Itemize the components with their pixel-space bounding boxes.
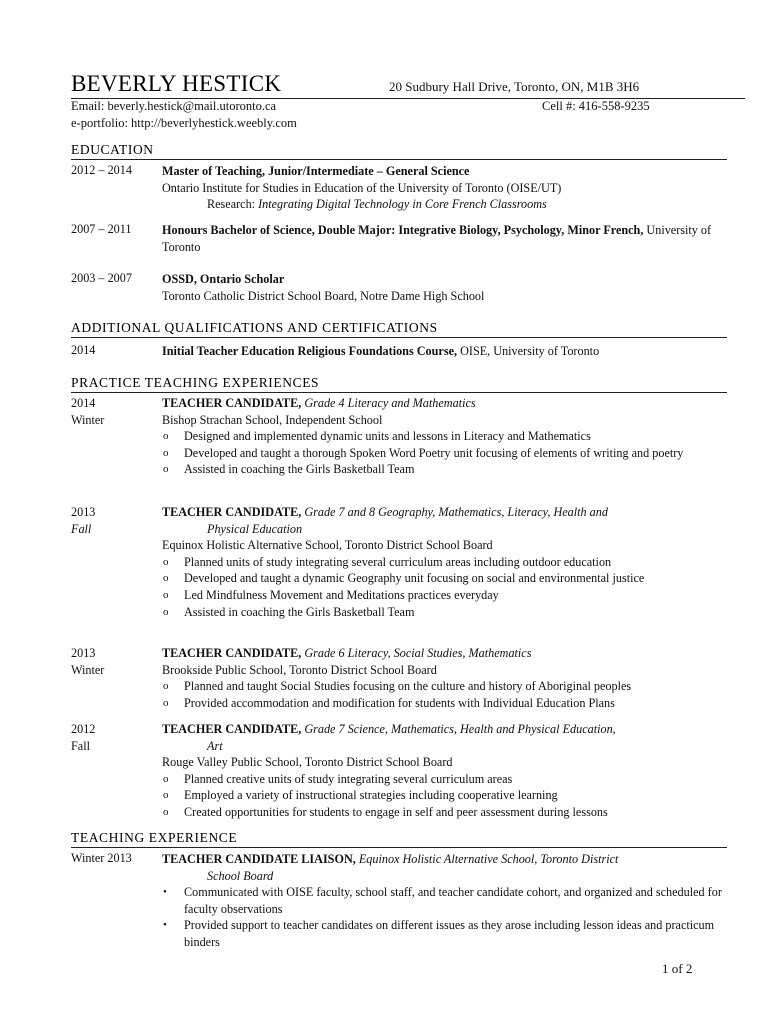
bullet-text: Designed and implemented dynamic units and lessons in Literacy and Mathematics: [184, 429, 591, 444]
bullet-icon: o: [163, 588, 169, 601]
bullet-text: Planned and taught Social Studies focusing on the culture and history of Aboriginal peoples: [184, 679, 632, 694]
practice-role: TEACHER CANDIDATE,: [162, 646, 302, 660]
cell-phone: Cell #: 416-558-9235: [542, 99, 650, 113]
practice-entry-4: [162, 721, 722, 821]
practice-subjects: Grade 4 Literacy and Mathematics: [304, 396, 476, 410]
practice-year: 2014: [71, 396, 96, 410]
bullet-text: Created opportunities for students to engage in self and peer assessment during lessons: [184, 804, 608, 819]
email: Email: beverly.hestick@mail.utoronto.ca: [71, 99, 277, 113]
degree-title: Honours Bachelor of Science, Double Major: Integrative Biology, Psychology, Minor French,: [162, 223, 644, 237]
bullet-item: [162, 428, 722, 445]
teaching-bullets: [162, 884, 722, 950]
institution: University of Toronto: [162, 223, 712, 254]
practice-role-line: [162, 645, 722, 662]
teaching-role-line: [162, 851, 722, 868]
practice-entry-2: [162, 504, 722, 620]
bullet-text: Communicated with OISE faculty, school staff, and teacher candidate cohort, and organized and scheduled for faculty observations: [184, 885, 722, 916]
practice-subjects: Grade 7 and 8 Geography, Mathematics, Literacy, Health and: [304, 505, 608, 519]
practice-school: Bishop Strachan School, Independent School: [162, 412, 383, 427]
bullet-icon: •: [163, 919, 167, 932]
bullet-item: [162, 917, 722, 950]
bullet-icon: o: [163, 463, 169, 476]
bullet-icon: o: [163, 805, 169, 818]
practice-subjects: Grade 7 Science, Mathematics, Health and Physical Education,: [304, 722, 616, 736]
portfolio-link: e-portfolio: http://beverlyhestick.weebly.com: [71, 116, 297, 130]
bullet-icon: o: [163, 446, 169, 459]
practice-subjects-cont: Art: [207, 738, 223, 753]
bullet-icon: o: [163, 605, 169, 618]
qualification-entry: [162, 343, 722, 360]
degree-title: OSSD, Ontario Scholar: [162, 272, 285, 286]
institution: Toronto Catholic District School Board, Notre Dame High School: [162, 288, 485, 303]
teaching-entry: [162, 851, 722, 951]
practice-school: Rouge Valley Public School, Toronto District School Board: [162, 755, 453, 770]
practice-date-3: [71, 645, 104, 678]
practice-term: Winter: [71, 662, 105, 677]
practice-role-line: [162, 395, 722, 412]
bullet-item: [162, 554, 722, 571]
practice-term: Fall: [71, 521, 92, 536]
bullet-text: Assisted in coaching the Girls Basketball Team: [184, 462, 415, 477]
teaching-date: Winter 2013: [71, 851, 132, 865]
bullet-item: [162, 570, 722, 587]
practice-bullets: [162, 428, 722, 478]
bullet-text: Assisted in coaching the Girls Basketball Team: [184, 604, 415, 619]
practice-date-1: [71, 395, 104, 428]
practice-role-line: [162, 721, 722, 738]
bullet-item: [162, 695, 722, 712]
practice-year: 2013: [71, 646, 96, 660]
teaching-org-cont: School Board: [207, 868, 274, 883]
bullet-text: Developed and taught a thorough Spoken Word Poetry unit focusing of elements of writing and poetry: [184, 445, 684, 460]
bullet-icon: o: [163, 772, 169, 785]
bullet-item: [162, 604, 722, 621]
research-line: [162, 196, 722, 213]
bullet-text: Developed and taught a dynamic Geography unit focusing on social and environmental justice: [184, 571, 645, 586]
research-label: Research:: [207, 197, 256, 212]
bullet-item: [162, 787, 722, 804]
section-heading-practice: PRACTICE TEACHING EXPERIENCES: [71, 375, 727, 393]
practice-bullets: [162, 554, 722, 620]
qualification-date: 2014: [71, 343, 96, 357]
bullet-icon: o: [163, 696, 169, 709]
qualification-title: Initial Teacher Education Religious Foundations Course,: [162, 344, 458, 358]
bullet-text: Planned units of study integrating several curriculum areas including outdoor education: [184, 554, 612, 569]
practice-role: TEACHER CANDIDATE,: [162, 505, 302, 519]
teaching-org: Equinox Holistic Alternative School, Toronto District: [358, 852, 619, 866]
bullet-text: Planned creative units of study integrating several curriculum areas: [184, 771, 513, 786]
bullet-icon: o: [163, 789, 169, 802]
practice-role-line: [162, 504, 722, 521]
section-heading-teaching: TEACHING EXPERIENCE: [71, 830, 727, 848]
bullet-item: [162, 884, 722, 917]
page-number: 1 of 2: [662, 961, 693, 976]
research-topic: Integrating Digital Technology in Core French Classrooms: [258, 197, 547, 212]
practice-role: TEACHER CANDIDATE,: [162, 722, 302, 736]
education-entry-3: [162, 271, 722, 304]
practice-subjects: Grade 6 Literacy, Social Studies, Mathematics: [304, 646, 532, 660]
practice-bullets: [162, 678, 722, 711]
degree-line: [162, 222, 722, 255]
bullet-text: Employed a variety of instructional strategies including cooperative learning: [184, 788, 558, 803]
practice-term: Winter: [71, 412, 105, 427]
education-date-2: 2007 – 2011: [71, 222, 132, 236]
bullet-item: [162, 678, 722, 695]
education-entry-2: [162, 222, 722, 255]
practice-school: Brookside Public School, Toronto District School Board: [162, 662, 437, 677]
resume-name: BEVERLY HESTICK: [71, 71, 282, 96]
section-heading-education: EDUCATION: [71, 142, 727, 160]
practice-entry-3: [162, 645, 722, 711]
practice-year: 2013: [71, 505, 96, 519]
qualification-detail: OISE, University of Toronto: [457, 344, 600, 358]
practice-term: Fall: [71, 738, 90, 753]
practice-year: 2012: [71, 722, 96, 736]
bullet-text: Led Mindfulness Movement and Meditations practices everyday: [184, 587, 499, 602]
practice-subjects-cont: Physical Education: [207, 521, 303, 536]
bullet-icon: o: [163, 572, 169, 585]
qualification-line: [162, 343, 722, 360]
practice-school: Equinox Holistic Alternative School, Toronto District School Board: [162, 538, 493, 553]
practice-role: TEACHER CANDIDATE,: [162, 396, 302, 410]
bullet-icon: o: [163, 430, 169, 443]
bullet-text: Provided accommodation and modification for students with Individual Education Plans: [184, 695, 615, 710]
bullet-item: [162, 461, 722, 478]
practice-entry-1: [162, 395, 722, 478]
practice-bullets: [162, 771, 722, 821]
section-heading-qualifications: ADDITIONAL QUALIFICATIONS AND CERTIFICATIONS: [71, 320, 727, 338]
bullet-item: [162, 445, 722, 462]
bullet-item: [162, 804, 722, 821]
address: 20 Sudbury Hall Drive, Toronto, ON, M1B 3H6: [389, 79, 640, 94]
teaching-role: TEACHER CANDIDATE LIAISON,: [162, 852, 356, 866]
bullet-icon: o: [163, 555, 169, 568]
education-entry-1: [162, 163, 722, 213]
practice-date-2: [71, 504, 95, 537]
bullet-icon: o: [163, 680, 169, 693]
education-date-3: 2003 – 2007: [71, 271, 132, 285]
bullet-icon: •: [163, 886, 167, 899]
education-date-1: 2012 – 2014: [71, 163, 132, 177]
practice-date-4: [71, 721, 95, 754]
degree-title: Master of Teaching, Junior/Intermediate – General Science: [162, 164, 470, 178]
bullet-item: [162, 587, 722, 604]
institution: Ontario Institute for Studies in Education of the University of Toronto (OISE/UT): [162, 180, 562, 195]
bullet-item: [162, 771, 722, 788]
bullet-text: Provided support to teacher candidates on different issues as they arose including lesson ideas and practicum binders: [184, 918, 715, 949]
